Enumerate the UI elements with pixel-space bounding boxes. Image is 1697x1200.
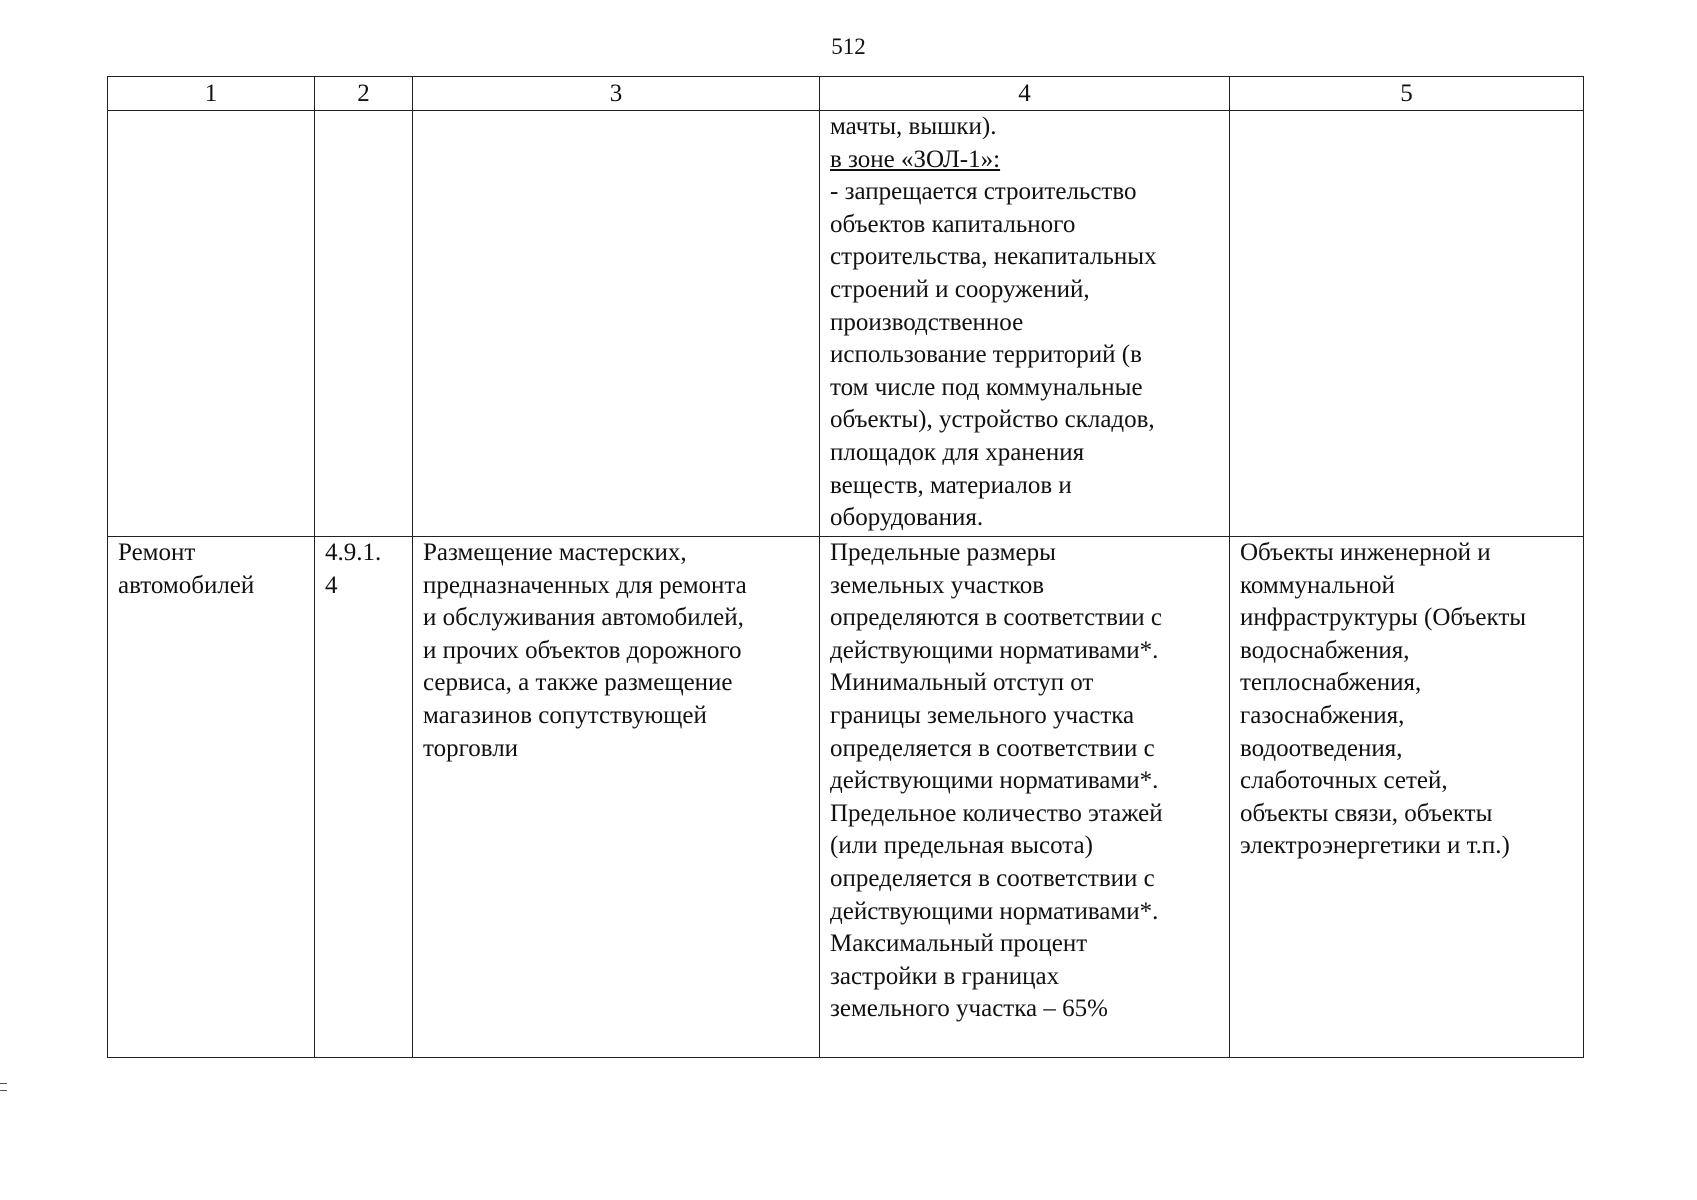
- text-line: определяются в соответствии с: [830, 604, 1163, 632]
- text-line: 4.9.1.: [325, 539, 382, 566]
- text-line: строительства, некапитальных: [830, 243, 1157, 271]
- cell-description: [413, 537, 820, 1058]
- text-line: застройки в границах: [830, 962, 1060, 990]
- text-line: автомобилей: [118, 571, 255, 599]
- cell-use-type: [108, 537, 315, 1058]
- text-line: 4: [325, 571, 338, 599]
- text-line: действующими нормативами*.: [830, 897, 1159, 925]
- column-header-2: 2: [315, 77, 413, 111]
- column-header-3: 3: [413, 77, 820, 111]
- text-line: производственное: [830, 308, 1024, 336]
- text-line: коммунальной: [1240, 571, 1395, 599]
- text-line: водоснабжения,: [1240, 636, 1410, 664]
- table-row-car-repair: [108, 537, 1584, 1058]
- page-number: 512: [831, 34, 866, 59]
- cell-auxiliary-uses: [1230, 537, 1584, 1058]
- text-line: земельных участков: [830, 571, 1045, 599]
- text-line: сервиса, а также размещение: [423, 669, 733, 697]
- column-header-4: 4: [820, 77, 1230, 111]
- text-line: оборудования.: [830, 504, 984, 532]
- text-line: земельного участка – 65%: [830, 995, 1108, 1023]
- text-line: том числе под коммунальные: [830, 373, 1143, 401]
- text-line: - запрещается строительство: [830, 178, 1137, 206]
- text-line: Объекты инженерной и: [1240, 539, 1491, 566]
- regulations-table: [107, 76, 1584, 1058]
- text-line: объектов капитального: [830, 210, 1076, 238]
- text-line: объекты связи, объекты: [1240, 799, 1493, 827]
- text-line: инфраструктуры (Объекты: [1240, 604, 1527, 632]
- text-line: границы земельного участка: [830, 701, 1135, 729]
- cell-empty: [413, 111, 820, 537]
- text-line: объекты), устройство складов,: [830, 406, 1155, 434]
- text-line: и обслуживания автомобилей,: [423, 604, 744, 632]
- cell-empty: [315, 111, 413, 537]
- table-row-continuation: [108, 111, 1584, 537]
- text-line: Размещение мастерских,: [423, 539, 687, 566]
- cell-empty: [108, 111, 315, 537]
- table-header-row: [108, 77, 1584, 111]
- text-line: предназначенных для ремонта: [423, 571, 747, 599]
- text-line: действующими нормативами*.: [830, 636, 1159, 664]
- text-line: и прочих объектов дорожного: [423, 636, 742, 664]
- text-line: определяется в соответствии с: [830, 734, 1155, 762]
- text-line: торговли: [423, 734, 519, 762]
- cell-code: [315, 537, 413, 1058]
- text-line: слаботочных сетей,: [1240, 767, 1448, 795]
- text-line: Предельное количество этажей: [830, 799, 1163, 827]
- text-line: магазинов сопутствующей: [423, 701, 707, 729]
- column-header-1: 1: [108, 77, 315, 111]
- text-line: строений и сооружений,: [830, 275, 1090, 303]
- text-line: Предельные размеры: [830, 539, 1056, 566]
- column-header-5: 5: [1230, 77, 1584, 111]
- scan-mark: [0, 1083, 7, 1091]
- text-line: определяется в соответствии с: [830, 864, 1155, 892]
- text-line: действующими нормативами*.: [830, 767, 1159, 795]
- text-line: Максимальный процент: [830, 930, 1088, 958]
- text-line: электроэнергетики и т.п.): [1240, 832, 1510, 860]
- text-line: газоснабжения,: [1240, 701, 1405, 729]
- text-line: теплоснабжения,: [1240, 669, 1422, 697]
- text-line: площадок для хранения: [830, 438, 1085, 466]
- text-line: (или предельная высота): [830, 832, 1093, 860]
- text-line: Ремонт: [118, 539, 196, 566]
- text-line: Минимальный отступ от: [830, 669, 1094, 697]
- text-line: веществ, материалов и: [830, 471, 1072, 499]
- cell-zone-restrictions: [820, 111, 1230, 537]
- text-line: использование территорий (в: [830, 341, 1142, 369]
- text-line: мачты, вышки).: [830, 113, 997, 140]
- zone-heading: в зоне «ЗОЛ-1»:: [830, 145, 1001, 173]
- cell-parameters: [820, 537, 1230, 1058]
- cell-empty: [1230, 111, 1584, 537]
- text-line: водоотведения,: [1240, 734, 1403, 762]
